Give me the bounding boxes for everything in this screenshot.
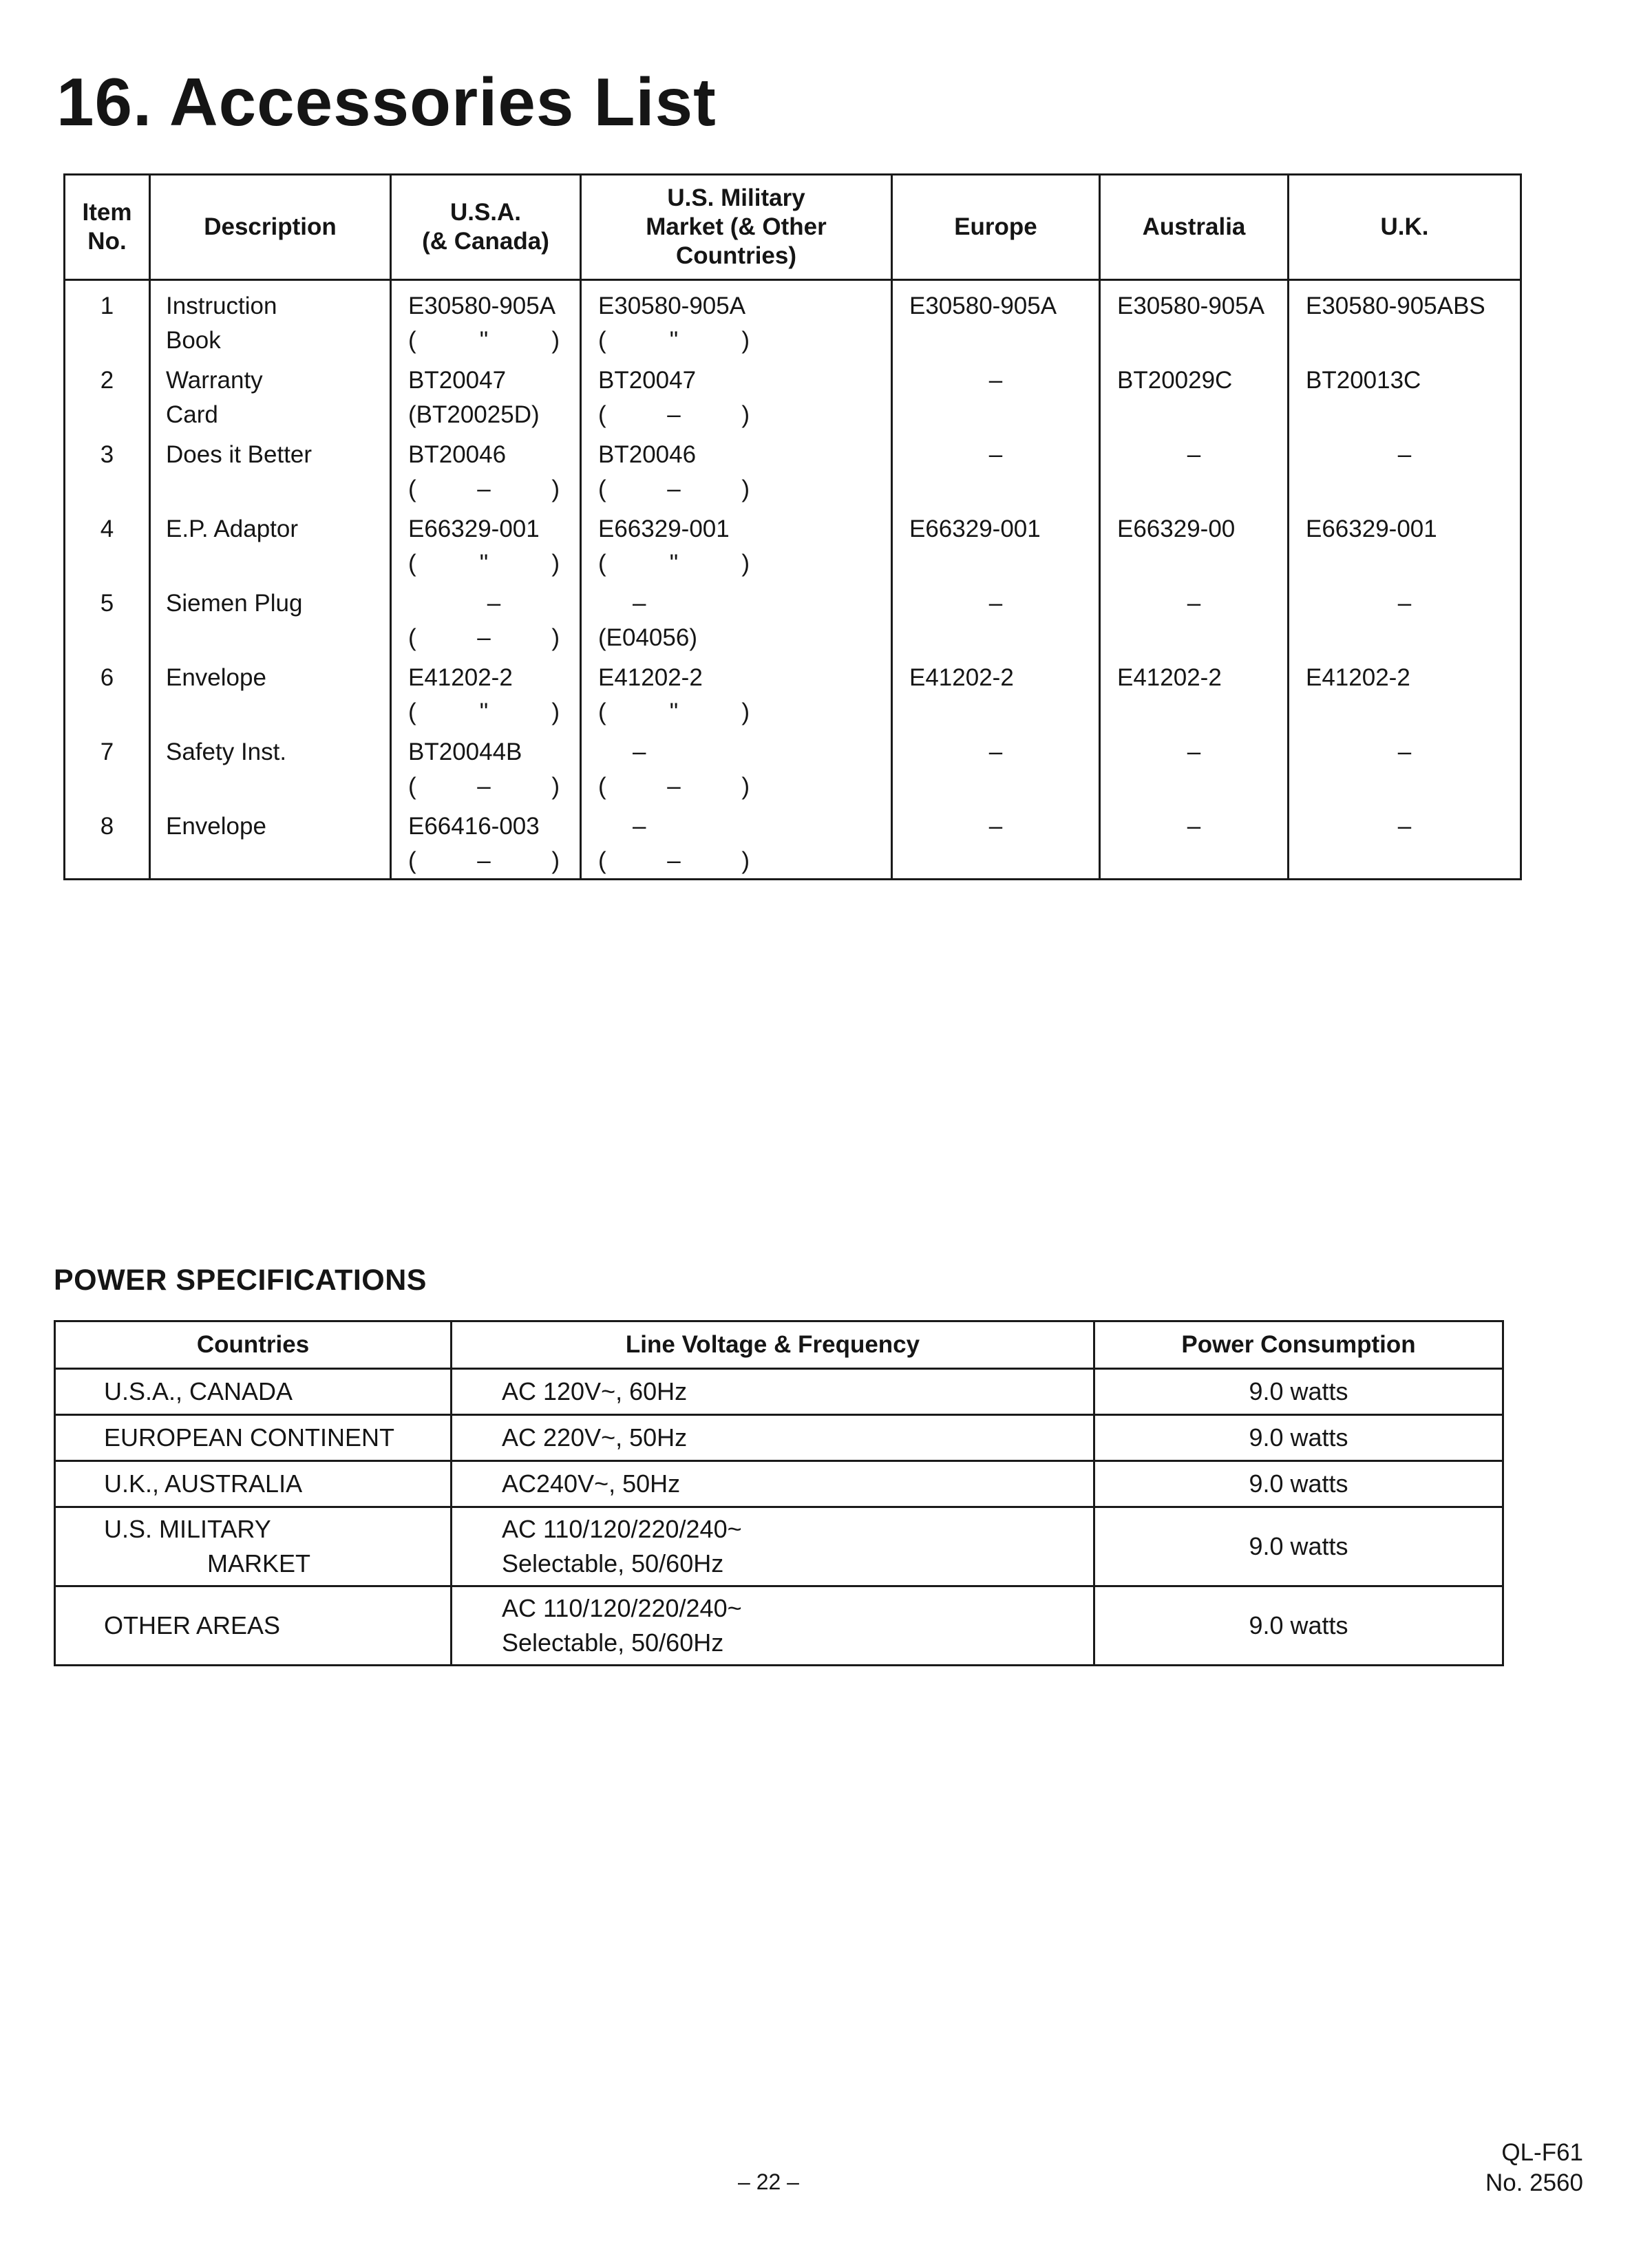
- item-number: 5: [65, 581, 150, 655]
- australia-part-value: –: [1187, 441, 1201, 468]
- header-item-no-line2: No.: [87, 228, 127, 255]
- military-part-line1: BT20047: [598, 367, 697, 394]
- document-number: No. 2560: [1485, 2169, 1583, 2196]
- bracket-note: [408, 621, 580, 655]
- europe-part-number: [892, 581, 1100, 655]
- power-row: [55, 1415, 1503, 1461]
- uk-spacer: [1306, 844, 1520, 878]
- voltage-line1: AC 110/120/220/240~: [502, 1594, 742, 1622]
- power-row: [55, 1369, 1503, 1415]
- australia-part-number: [1100, 730, 1289, 804]
- bracket-open: (: [408, 476, 416, 502]
- power-consumption-value: 9.0 watts: [1094, 1369, 1503, 1415]
- header-australia: Australia: [1100, 175, 1289, 280]
- item-number: 1: [65, 280, 150, 359]
- power-row: [55, 1586, 1503, 1666]
- description-line2: [166, 546, 390, 581]
- australia-spacer: [1117, 844, 1287, 878]
- description-line1: Envelope: [166, 664, 266, 691]
- header-military-line2: Market (& Other: [646, 213, 827, 240]
- description-line1: Siemen Plug: [166, 590, 303, 617]
- bracket-value: ": [669, 699, 679, 725]
- bracket-note: [598, 844, 891, 878]
- bracket-note: [598, 398, 891, 432]
- usa-part-number: [391, 280, 581, 359]
- item-description: [150, 358, 391, 432]
- bracket-open: (: [408, 550, 416, 577]
- item-number: 4: [65, 507, 150, 581]
- australia-part-number: [1100, 280, 1289, 359]
- accessory-row: [65, 280, 1521, 359]
- bracket-open: (: [408, 847, 416, 874]
- bracket-group: [598, 398, 750, 432]
- europe-part-value: E30580-905A: [909, 293, 1057, 319]
- uk-part-value: –: [1397, 590, 1412, 617]
- bracket-value: –: [477, 773, 491, 800]
- bracket-close: ): [551, 550, 560, 577]
- bracket-open: (: [598, 476, 606, 502]
- bracket-open: (: [598, 847, 606, 874]
- europe-part-value: –: [988, 367, 1003, 394]
- bracket-note: [408, 546, 580, 581]
- country-cell: [55, 1415, 452, 1461]
- military-part-number: [581, 358, 892, 432]
- uk-part-number: [1289, 507, 1521, 581]
- military-part-line1: –: [633, 813, 646, 840]
- usa-part-number: [391, 730, 581, 804]
- bracket-note: [598, 323, 891, 358]
- europe-part-value: –: [988, 590, 1003, 617]
- item-description: [150, 280, 391, 359]
- usa-part-number: [391, 804, 581, 880]
- uk-spacer: [1306, 398, 1520, 432]
- voltage-line1: AC 220V~, 50Hz: [502, 1423, 688, 1452]
- uk-part-value: –: [1397, 739, 1412, 765]
- voltage-line1: AC 120V~, 60Hz: [502, 1377, 688, 1405]
- bracket-value: ": [669, 550, 679, 577]
- bracket-note: [598, 695, 891, 730]
- europe-spacer: [909, 621, 1099, 655]
- uk-part-number: [1289, 730, 1521, 804]
- country-line1: OTHER AREAS: [104, 1611, 281, 1639]
- header-military-line1: U.S. Military: [667, 184, 805, 211]
- bracket-note-text: (BT20025D): [408, 401, 540, 428]
- bracket-value: –: [667, 401, 681, 428]
- bracket-close: ): [551, 327, 560, 354]
- usa-part-line1: E66329-001: [408, 516, 540, 542]
- voltage-line2: Selectable, 50/60Hz: [502, 1628, 724, 1657]
- description-line2: Book: [166, 327, 221, 354]
- europe-part-value: –: [988, 813, 1003, 840]
- bracket-note: [598, 546, 891, 581]
- bracket-group: [408, 472, 560, 507]
- uk-part-number: [1289, 280, 1521, 359]
- military-part-line1: BT20046: [598, 441, 697, 468]
- europe-part-number: [892, 655, 1100, 730]
- europe-part-number: [892, 804, 1100, 880]
- australia-part-value: BT20029C: [1117, 367, 1233, 394]
- uk-part-value: –: [1397, 813, 1412, 840]
- voltage-line2: Selectable, 50/60Hz: [502, 1549, 724, 1578]
- accessory-row: [65, 655, 1521, 730]
- description-line1: Safety Inst.: [166, 739, 287, 765]
- military-part-number: [581, 581, 892, 655]
- power-row: [55, 1507, 1503, 1586]
- military-part-line1: E66329-001: [598, 516, 730, 542]
- australia-part-value: E66329-00: [1117, 516, 1236, 542]
- uk-spacer: [1306, 621, 1520, 655]
- bracket-note: [598, 472, 891, 507]
- australia-spacer: [1117, 546, 1287, 581]
- item-description: [150, 730, 391, 804]
- header-uk: U.K.: [1289, 175, 1521, 280]
- country-line2: MARKET: [207, 1549, 311, 1578]
- bracket-note: [408, 769, 580, 804]
- voltage-cell: [452, 1369, 1094, 1415]
- country-line1: U.S. MILITARY: [104, 1515, 271, 1543]
- voltage-line1: AC 110/120/220/240~: [502, 1515, 742, 1543]
- usa-part-number: [391, 432, 581, 507]
- description-line1: Does it Better: [166, 441, 313, 468]
- europe-spacer: [909, 546, 1099, 581]
- item-number: 6: [65, 655, 150, 730]
- bracket-group: [408, 695, 560, 730]
- bracket-close: ): [741, 699, 750, 725]
- description-line2: [166, 769, 390, 804]
- military-part-number: [581, 804, 892, 880]
- uk-spacer: [1306, 695, 1520, 730]
- usa-part-line1: E30580-905A: [408, 293, 556, 319]
- bracket-close: ): [551, 624, 560, 651]
- military-part-number: [581, 280, 892, 359]
- voltage-cell: [452, 1507, 1094, 1586]
- header-line-voltage: Line Voltage & Frequency: [452, 1321, 1094, 1369]
- bracket-open: (: [598, 327, 606, 354]
- bracket-note: [408, 695, 580, 730]
- bracket-close: ): [551, 476, 560, 502]
- accessory-row: [65, 432, 1521, 507]
- australia-spacer: [1117, 398, 1287, 432]
- bracket-group: [598, 695, 750, 730]
- australia-part-value: E41202-2: [1117, 664, 1222, 691]
- europe-part-number: [892, 358, 1100, 432]
- uk-part-value: E41202-2: [1306, 664, 1410, 691]
- header-item-no: [65, 175, 150, 280]
- australia-part-value: –: [1187, 813, 1201, 840]
- bracket-close: ): [741, 847, 750, 874]
- bracket-open: (: [598, 773, 606, 800]
- bracket-close: ): [741, 773, 750, 800]
- usa-part-line1: E66416-003: [408, 813, 540, 840]
- item-number: 8: [65, 804, 150, 880]
- europe-spacer: [909, 844, 1099, 878]
- header-military: [581, 175, 892, 280]
- europe-part-number: [892, 280, 1100, 359]
- bracket-group: [598, 844, 750, 878]
- item-description: [150, 507, 391, 581]
- usa-part-line1: E41202-2: [408, 664, 513, 691]
- europe-spacer: [909, 769, 1099, 804]
- military-part-line1: E41202-2: [598, 664, 703, 691]
- europe-part-value: –: [988, 441, 1003, 468]
- usa-part-number: [391, 655, 581, 730]
- voltage-cell: [452, 1415, 1094, 1461]
- uk-spacer: [1306, 472, 1520, 507]
- header-countries: Countries: [55, 1321, 452, 1369]
- usa-part-line1: BT20044B: [408, 739, 522, 765]
- bracket-note: [598, 621, 891, 655]
- bracket-group: [408, 621, 560, 655]
- australia-part-number: [1100, 804, 1289, 880]
- item-description: [150, 655, 391, 730]
- bracket-close: ): [551, 847, 560, 874]
- bracket-open: (: [408, 773, 416, 800]
- bracket-value: –: [477, 847, 491, 874]
- bracket-note-text: (E04056): [598, 624, 697, 651]
- europe-spacer: [909, 695, 1099, 730]
- australia-spacer: [1117, 621, 1287, 655]
- description-line2: Card: [166, 401, 218, 428]
- header-usa-line2: (& Canada): [422, 228, 549, 255]
- australia-part-number: [1100, 507, 1289, 581]
- bracket-value: –: [667, 847, 681, 874]
- military-part-line1: E30580-905A: [598, 293, 746, 319]
- australia-part-value: –: [1187, 590, 1201, 617]
- military-part-number: [581, 507, 892, 581]
- accessories-header-row: [65, 175, 1521, 280]
- europe-part-number: [892, 432, 1100, 507]
- bracket-close: ): [551, 773, 560, 800]
- power-consumption-value: 9.0 watts: [1094, 1507, 1503, 1586]
- europe-part-value: E41202-2: [909, 664, 1014, 691]
- power-header-row: [55, 1321, 1503, 1369]
- uk-part-number: [1289, 432, 1521, 507]
- bracket-value: ": [479, 550, 489, 577]
- europe-part-number: [892, 730, 1100, 804]
- bracket-open: (: [598, 699, 606, 725]
- country-cell: [55, 1507, 452, 1586]
- europe-part-number: [892, 507, 1100, 581]
- power-specifications-heading: POWER SPECIFICATIONS: [54, 1264, 427, 1297]
- bracket-close: ): [741, 401, 750, 428]
- bracket-value: –: [477, 476, 491, 502]
- uk-part-value: E66329-001: [1306, 516, 1437, 542]
- document-id: [1485, 2138, 1583, 2198]
- usa-part-line1: BT20046: [408, 441, 507, 468]
- uk-part-value: –: [1397, 441, 1412, 468]
- bracket-open: (: [408, 624, 416, 651]
- bracket-value: ": [669, 327, 679, 354]
- australia-part-number: [1100, 432, 1289, 507]
- description-line1: E.P. Adaptor: [166, 516, 299, 542]
- bracket-close: ): [741, 550, 750, 577]
- bracket-open: (: [598, 401, 606, 428]
- bracket-group: [408, 769, 560, 804]
- uk-part-number: [1289, 581, 1521, 655]
- bracket-group: [598, 769, 750, 804]
- accessory-row: [65, 507, 1521, 581]
- header-usa-line1: U.S.A.: [449, 199, 522, 226]
- header-power-consumption: Power Consumption: [1094, 1321, 1503, 1369]
- power-specifications-table: [54, 1320, 1504, 1666]
- bracket-open: (: [408, 327, 416, 354]
- country-cell: [55, 1369, 452, 1415]
- bracket-group: [598, 546, 750, 581]
- military-part-number: [581, 655, 892, 730]
- accessory-row: [65, 358, 1521, 432]
- header-item-no-line1: Item: [82, 199, 132, 226]
- item-number: 7: [65, 730, 150, 804]
- bracket-value: –: [667, 773, 681, 800]
- country-line1: U.K., AUSTRALIA: [104, 1469, 303, 1498]
- australia-part-value: E30580-905A: [1117, 293, 1265, 319]
- bracket-close: ): [551, 699, 560, 725]
- header-europe: Europe: [892, 175, 1100, 280]
- uk-part-value: BT20013C: [1306, 367, 1421, 394]
- header-usa: [391, 175, 581, 280]
- power-consumption-value: 9.0 watts: [1094, 1586, 1503, 1666]
- bracket-note: [408, 844, 580, 878]
- description-line1: Warranty: [166, 367, 263, 394]
- uk-spacer: [1306, 546, 1520, 581]
- uk-part-number: [1289, 804, 1521, 880]
- header-description: Description: [150, 175, 391, 280]
- australia-part-number: [1100, 581, 1289, 655]
- usa-part-line1: –: [487, 590, 501, 617]
- item-number: 2: [65, 358, 150, 432]
- usa-part-number: [391, 507, 581, 581]
- military-part-number: [581, 730, 892, 804]
- page-title: 16. Accessories List: [56, 64, 717, 140]
- power-consumption-value: 9.0 watts: [1094, 1461, 1503, 1507]
- description-line1: Envelope: [166, 813, 266, 840]
- bracket-note: [408, 323, 580, 358]
- bracket-value: –: [667, 476, 681, 502]
- bracket-note: [598, 769, 891, 804]
- voltage-cell: [452, 1461, 1094, 1507]
- australia-spacer: [1117, 472, 1287, 507]
- europe-spacer: [909, 398, 1099, 432]
- description-line2: [166, 844, 390, 878]
- description-line2: [166, 621, 390, 655]
- country-cell: [55, 1586, 452, 1666]
- header-military-line3: Countries): [676, 242, 796, 269]
- country-line1: U.S.A., CANADA: [104, 1377, 293, 1405]
- bracket-value: –: [477, 624, 491, 651]
- country-cell: [55, 1461, 452, 1507]
- accessory-row: [65, 804, 1521, 880]
- voltage-line1: AC240V~, 50Hz: [502, 1469, 681, 1498]
- power-row: [55, 1461, 1503, 1507]
- military-part-line1: –: [633, 590, 646, 617]
- uk-spacer: [1306, 323, 1520, 358]
- bracket-group: [598, 323, 750, 358]
- europe-part-value: –: [988, 739, 1003, 765]
- australia-part-number: [1100, 655, 1289, 730]
- bracket-value: ": [479, 327, 489, 354]
- item-description: [150, 581, 391, 655]
- bracket-note: [408, 472, 580, 507]
- europe-part-value: E66329-001: [909, 516, 1041, 542]
- bracket-group: [408, 323, 560, 358]
- accessory-row: [65, 730, 1521, 804]
- usa-part-line1: BT20047: [408, 367, 507, 394]
- description-line2: [166, 695, 390, 730]
- usa-part-number: [391, 358, 581, 432]
- usa-part-number: [391, 581, 581, 655]
- country-line1: EUROPEAN CONTINENT: [104, 1423, 395, 1452]
- europe-spacer: [909, 472, 1099, 507]
- australia-spacer: [1117, 323, 1287, 358]
- bracket-close: ): [741, 476, 750, 502]
- bracket-group: [408, 844, 560, 878]
- bracket-group: [598, 472, 750, 507]
- item-description: [150, 804, 391, 880]
- australia-spacer: [1117, 769, 1287, 804]
- bracket-group: [408, 546, 560, 581]
- europe-spacer: [909, 323, 1099, 358]
- page-number: – 22 –: [738, 2169, 799, 2194]
- uk-part-number: [1289, 358, 1521, 432]
- item-description: [150, 432, 391, 507]
- bracket-value: ": [479, 699, 489, 725]
- accessories-table: [63, 173, 1522, 880]
- description-line1: Instruction: [166, 293, 277, 319]
- uk-part-number: [1289, 655, 1521, 730]
- australia-part-value: –: [1187, 739, 1201, 765]
- bracket-open: (: [598, 550, 606, 577]
- military-part-line1: –: [633, 739, 646, 765]
- bracket-open: (: [408, 699, 416, 725]
- bracket-note: [408, 398, 580, 432]
- description-line2: [166, 472, 390, 507]
- voltage-cell: [452, 1586, 1094, 1666]
- item-number: 3: [65, 432, 150, 507]
- uk-spacer: [1306, 769, 1520, 804]
- military-part-number: [581, 432, 892, 507]
- bracket-close: ): [741, 327, 750, 354]
- uk-part-value: E30580-905ABS: [1306, 293, 1485, 319]
- power-consumption-value: 9.0 watts: [1094, 1415, 1503, 1461]
- australia-part-number: [1100, 358, 1289, 432]
- model-number: QL-F61: [1501, 2139, 1583, 2166]
- accessory-row: [65, 581, 1521, 655]
- australia-spacer: [1117, 695, 1287, 730]
